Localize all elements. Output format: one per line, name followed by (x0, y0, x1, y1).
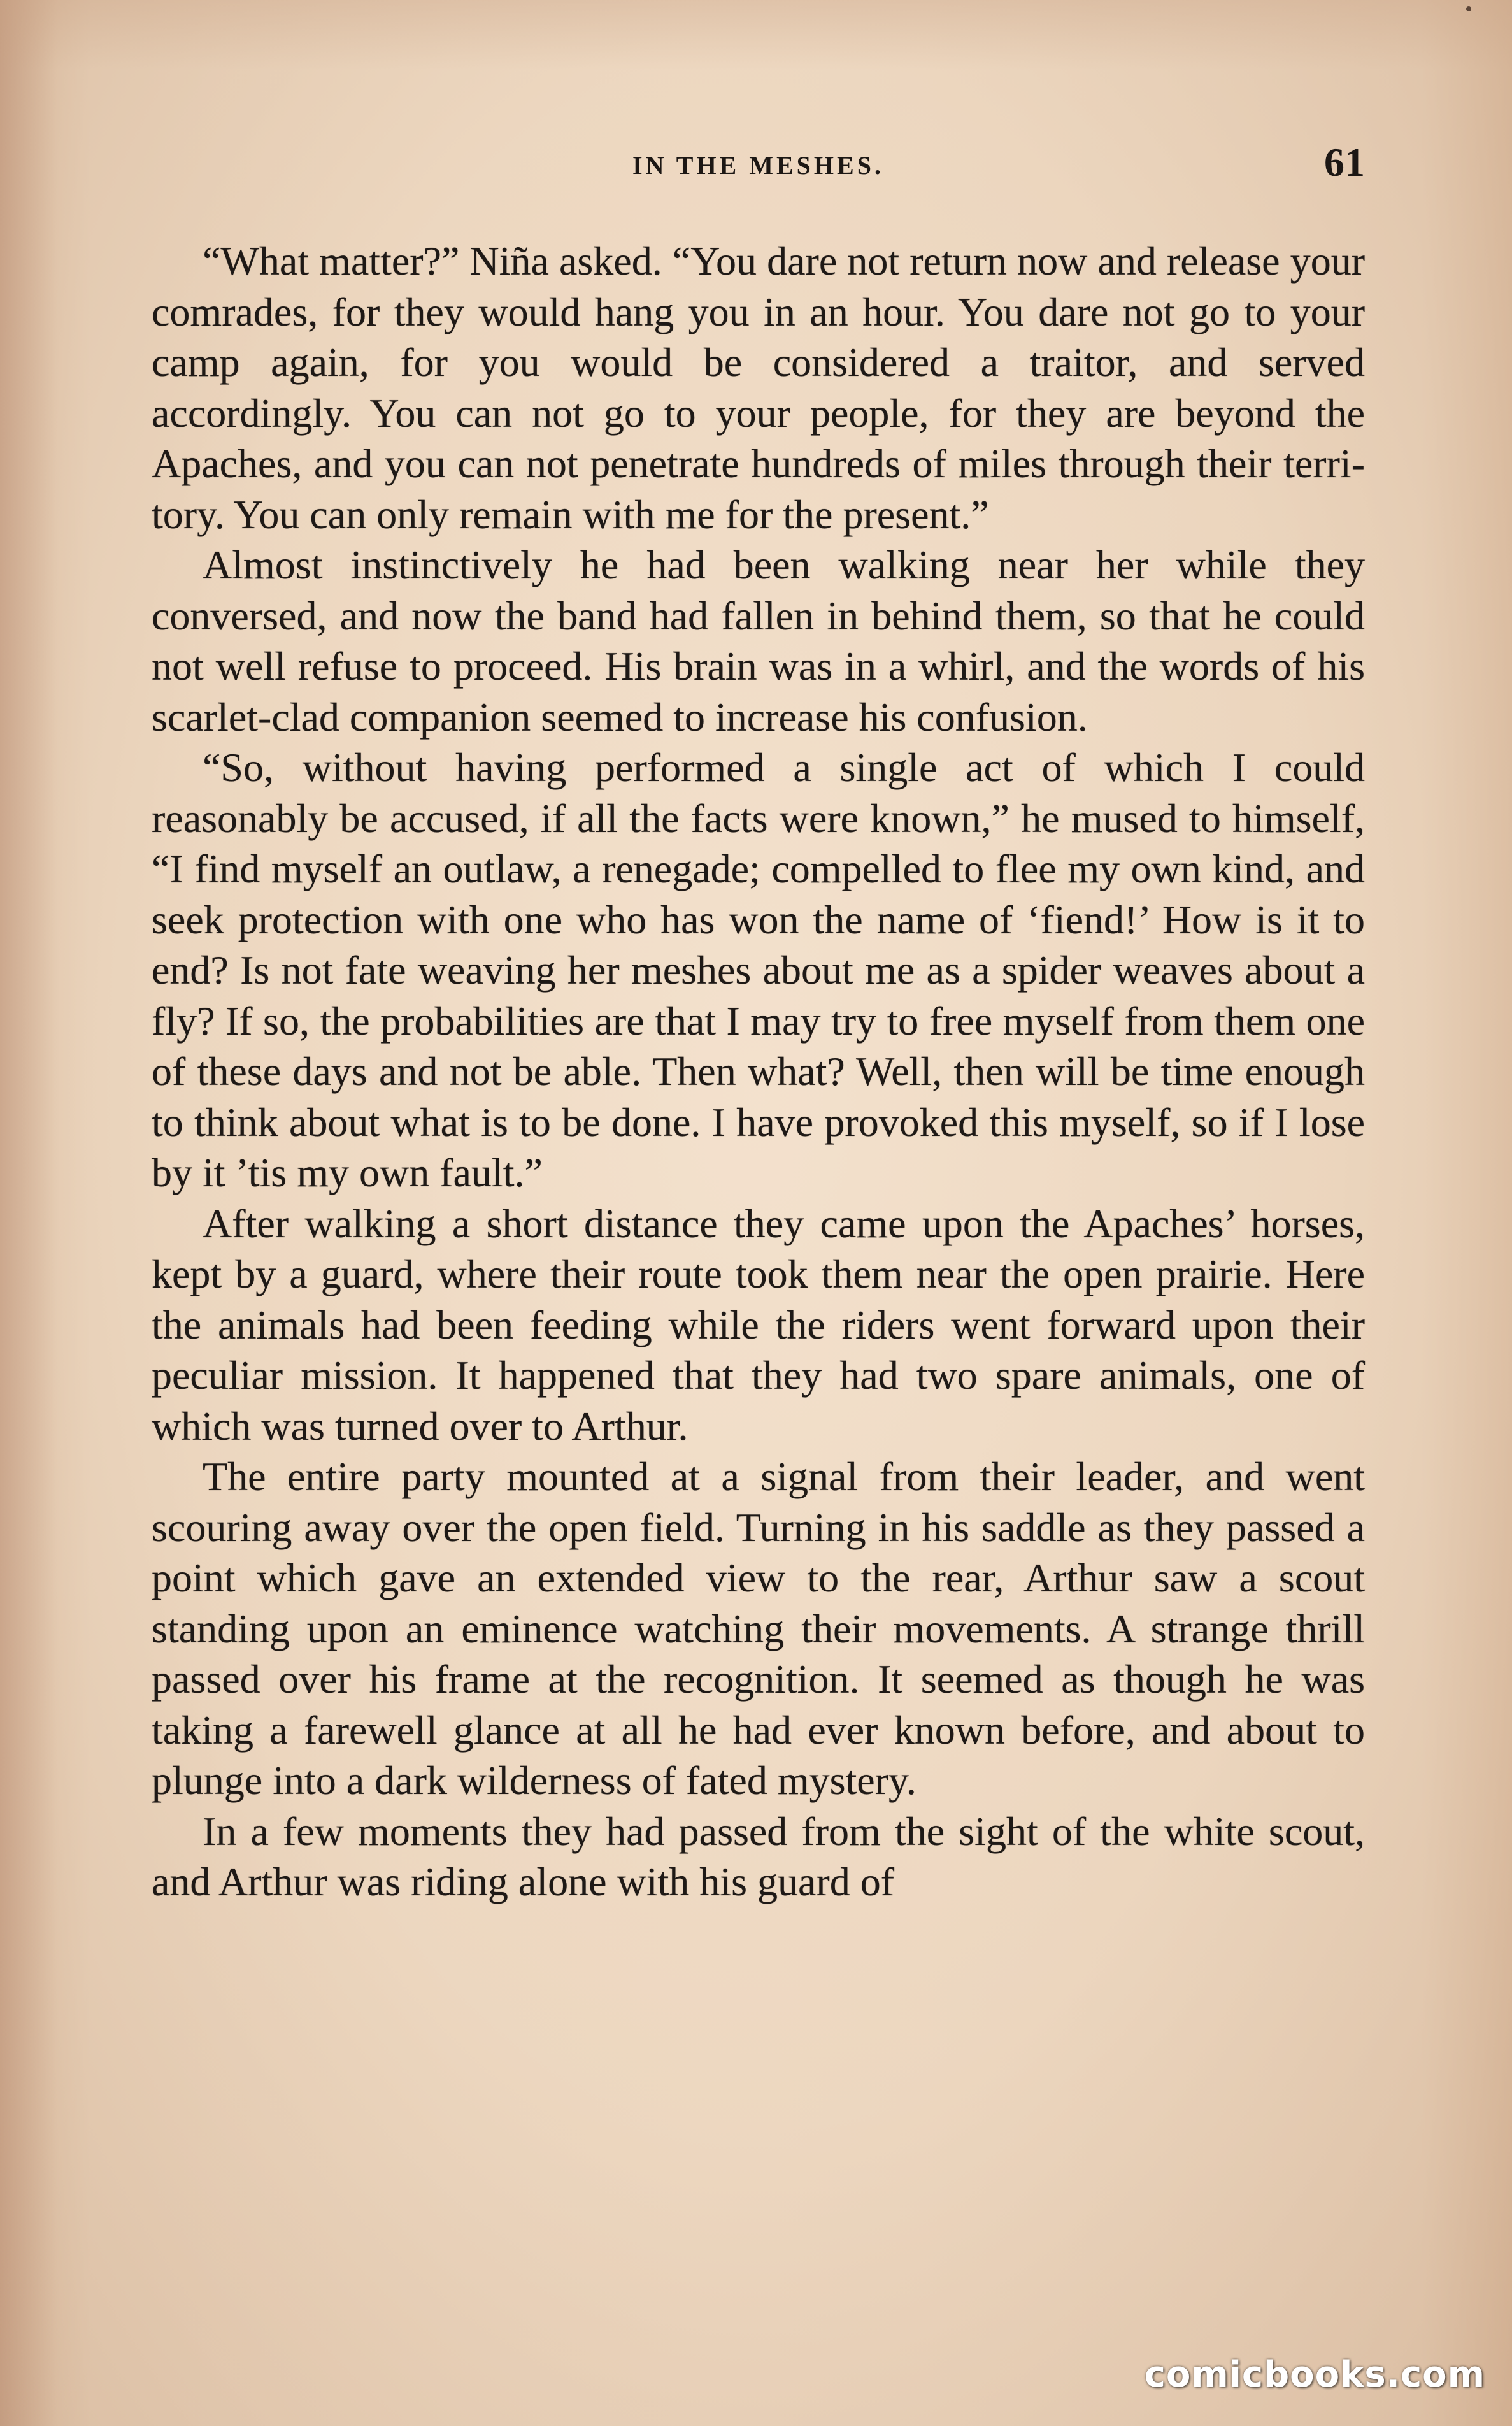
paragraph: The entire party mounted at a signal from their leader, and went scouring away over the open field. Turning in his saddle as they passed a point which gave an extended view to the rear, Arthur saw a scout standing upon an eminence watching their movements. A strange thrill passed over his frame at the recognition. It seemed as though he was taking a farewell glance at all he had ever known before, and about to plunge into a dark wilderness of fated mystery. (152, 1454, 1365, 1803)
running-head: IN THE MESHES. (632, 151, 884, 180)
body-text (152, 236, 1365, 1907)
paragraph: “What matter?” Niña asked. “You dare not return now and release your comrades, for they would hang you in an hour. You dare not go to your camp again, for you would be considered a traitor, and served accordingly. You can not go to your people, for they are beyond the Apaches, and you can not penetrate hundreds of miles through their territory. You can only remain with me for the present.” (152, 238, 1365, 537)
paragraph: In a few moments they had passed from the sight of the white scout, and Arthur was riding alone with his guard of (152, 1808, 1365, 1904)
page-number: 61 (1324, 140, 1365, 185)
paragraph: After walking a short distance they came upon the Apaches’ horses, kept by a guard, where their route took them near the open prairie. Here the animals had been feeding while the riders went forward upon their peculiar mission. It happened that they had two spare animals, one of which was turned over to Arthur. (152, 1200, 1365, 1449)
paragraph: Almost instinctively he had been walking near her while they conversed, and now the band had fallen in behind them, so that he could not well refuse to proceed. His brain was in a whirl, and the words of his scarlet-clad companion seemed to increase his confusion. (152, 542, 1365, 740)
watermark: comicbooks.com (1144, 2354, 1485, 2395)
paragraph: “So, without having performed a single act of which I could reasonably be accused, if all the facts were known,” he mused to himself, “I find myself an outlaw, a renegade; compelled to flee my own kind, and seek protection with one who has won the name of ‘fiend!’ How is it to end? Is not fate weaving her meshes about me as a spider weaves about a fly? If so, the probabilities are that I may try to free myself from them one of these days and not be able. Then what? Well, then will be time enough to think about what is to be done. I have provoked this myself, so if I lose by it ’tis my own fault.” (152, 745, 1365, 1195)
page-header (152, 139, 1365, 190)
ink-speck (1466, 6, 1471, 11)
